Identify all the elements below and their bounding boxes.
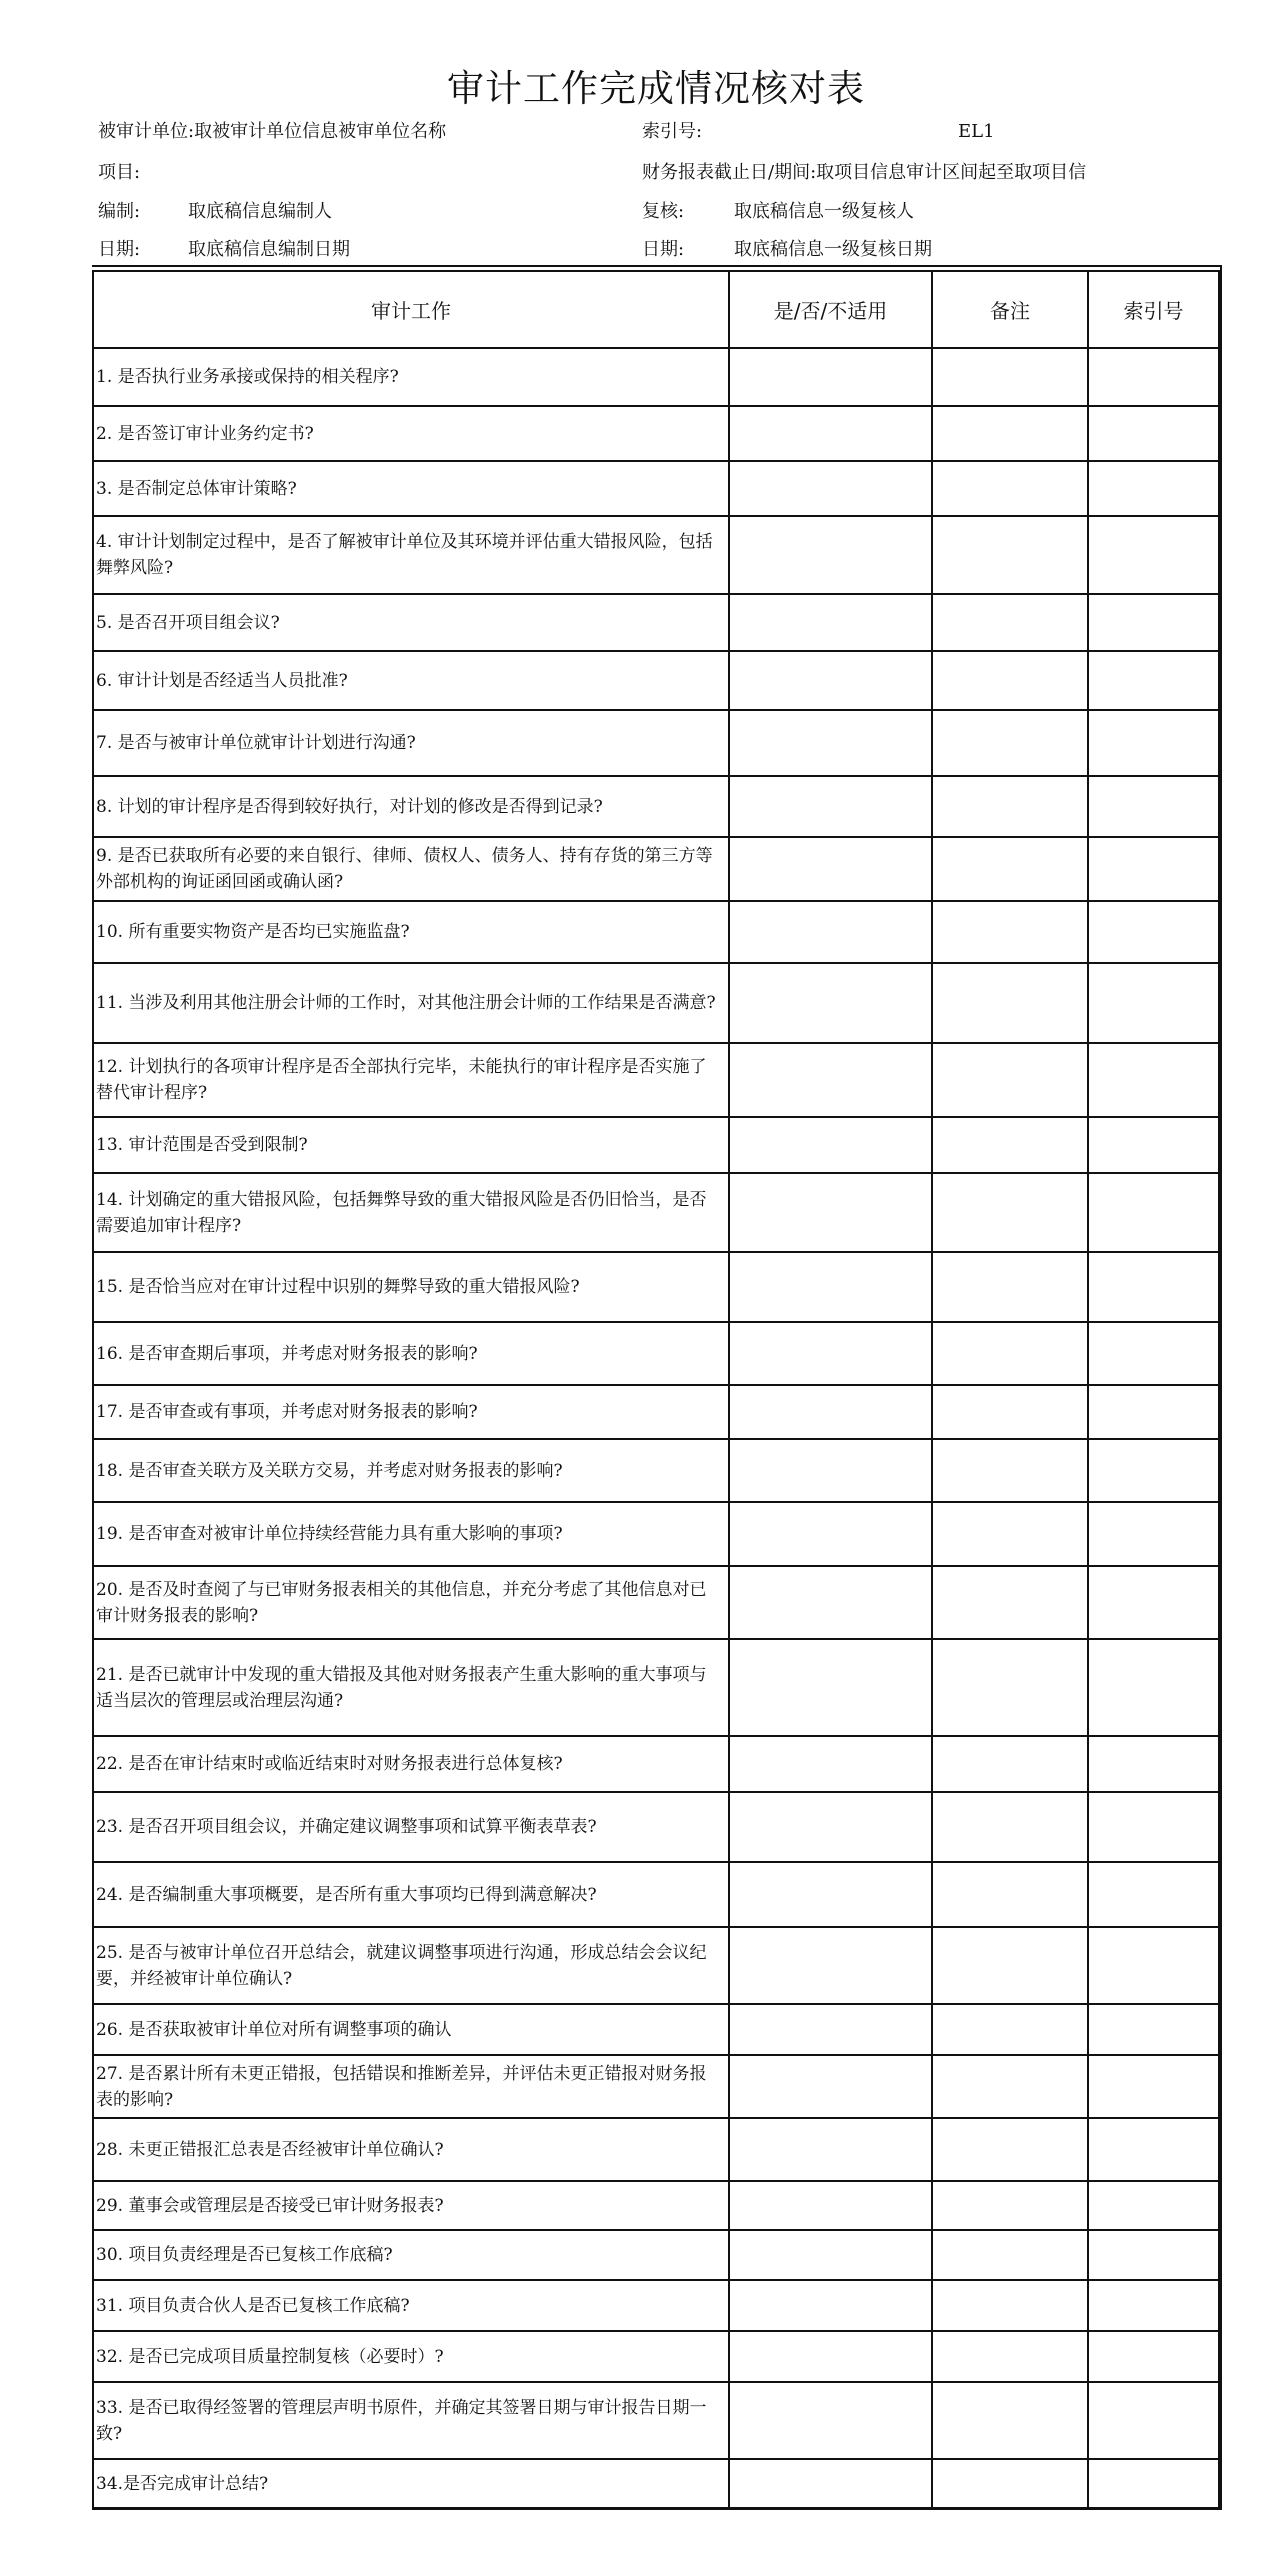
audit-work-cell: 27. 是否累计所有未更正错报，包括错误和推断差异，并评估未更正错报对财务报表的影响? [93,2055,729,2118]
meta-value: 取底稿信息一级复核日期 [734,239,932,260]
audit-work-cell: 32. 是否已完成项目质量控制复核（必要时）? [93,2331,729,2382]
remarks-cell[interactable] [932,2055,1088,2118]
index-no-cell[interactable] [1088,2280,1219,2331]
yes-no-na-cell[interactable] [729,594,932,651]
audit-work-cell: 2. 是否签订审计业务约定书? [93,406,729,461]
index-no-cell[interactable] [1088,2382,1219,2459]
meta-preparer [98,199,332,225]
index-no-cell[interactable] [1088,901,1219,963]
remarks-cell[interactable] [932,2280,1088,2331]
yes-no-na-cell[interactable] [729,461,932,516]
table-row [93,1117,1219,1173]
table-row [93,2118,1219,2181]
meta-review-date [642,237,932,263]
table-row [93,1639,1219,1736]
table-row [93,594,1219,651]
index-no-cell[interactable] [1088,594,1219,651]
remarks-cell[interactable] [932,710,1088,776]
index-no-cell[interactable] [1088,406,1219,461]
audit-work-cell: 14. 计划确定的重大错报风险，包括舞弊导致的重大错报风险是否仍旧恰当，是否需要追加审计程序? [93,1173,729,1252]
table-row [93,2055,1219,2118]
index-no-cell[interactable] [1088,837,1219,901]
remarks-cell[interactable] [932,2382,1088,2459]
yes-no-na-cell[interactable] [729,1502,932,1566]
index-no-cell[interactable] [1088,776,1219,837]
remarks-cell[interactable] [932,1173,1088,1252]
remarks-cell[interactable] [932,776,1088,837]
table-row [93,1927,1219,2004]
yes-no-na-cell[interactable] [729,1252,932,1322]
audit-work-cell: 11. 当涉及利用其他注册会计师的工作时，对其他注册会计师的工作结果是否满意? [93,963,729,1043]
yes-no-na-cell[interactable] [729,1736,932,1792]
remarks-cell[interactable] [932,1322,1088,1385]
table-row [93,710,1219,776]
remarks-cell[interactable] [932,1439,1088,1502]
audit-work-cell: 5. 是否召开项目组会议? [93,594,729,651]
table-row [93,651,1219,710]
meta-value: 取底稿信息一级复核人 [734,201,914,222]
table-row [93,1439,1219,1502]
audit-work-cell: 29. 董事会或管理层是否接受已审计财务报表? [93,2181,729,2230]
index-no-cell[interactable] [1088,1322,1219,1385]
yes-no-na-cell[interactable] [729,2280,932,2331]
remarks-cell[interactable] [932,2181,1088,2230]
audit-work-cell: 22. 是否在审计结束时或临近结束时对财务报表进行总体复核? [93,1736,729,1792]
meta-period [642,160,1086,186]
meta-prepare-date [98,237,350,263]
table-row [93,776,1219,837]
audit-work-cell: 33. 是否已取得经签署的管理层声明书原件，并确定其签署日期与审计报告日期一致? [93,2382,729,2459]
table-row [93,2459,1219,2508]
audit-work-cell: 23. 是否召开项目组会议，并确定建议调整事项和试算平衡表草表? [93,1792,729,1862]
yes-no-na-cell[interactable] [729,963,932,1043]
yes-no-na-cell[interactable] [729,776,932,837]
index-no-cell[interactable] [1088,2230,1219,2280]
audit-work-cell: 31. 项目负责合伙人是否已复核工作底稿? [93,2280,729,2331]
checklist-table-frame [92,265,1222,2510]
table-row [93,2382,1219,2459]
index-no-cell[interactable] [1088,1252,1219,1322]
meta-value: 取底稿信息编制日期 [188,239,350,260]
audit-work-cell: 25. 是否与被审计单位召开总结会，就建议调整事项进行沟通，形成总结会会议纪要，并经被审计单位确认? [93,1927,729,2004]
yes-no-na-cell[interactable] [729,1792,932,1862]
remarks-cell[interactable] [932,837,1088,901]
table-row [93,348,1219,406]
yes-no-na-cell[interactable] [729,2331,932,2382]
remarks-cell[interactable] [932,348,1088,406]
audit-work-cell: 28. 未更正错报汇总表是否经被审计单位确认? [93,2118,729,2181]
table-row [93,461,1219,516]
index-no-cell[interactable] [1088,348,1219,406]
remarks-cell[interactable] [932,1252,1088,1322]
audit-work-cell: 20. 是否及时查阅了与已审财务报表相关的其他信息，并充分考虑了其他信息对已审计财务报表的影响? [93,1566,729,1639]
remarks-cell[interactable] [932,1792,1088,1862]
index-no-cell[interactable] [1088,1736,1219,1792]
yes-no-na-cell[interactable] [729,2459,932,2508]
remarks-cell[interactable] [932,2459,1088,2508]
meta-label: 项目: [98,162,141,183]
index-no-cell[interactable] [1088,2055,1219,2118]
index-no-cell[interactable] [1088,1043,1219,1117]
yes-no-na-cell[interactable] [729,1566,932,1639]
table-row [93,1862,1219,1927]
yes-no-na-cell[interactable] [729,651,932,710]
index-no-cell[interactable] [1088,1927,1219,2004]
column-header-remarks: 备注 [932,271,1088,348]
index-no-cell[interactable] [1088,2004,1219,2055]
table-row [93,1792,1219,1862]
column-header-yes-no-na: 是/否/不适用 [729,271,932,348]
table-header-row [93,271,1219,348]
table-row [93,963,1219,1043]
column-header-index-no: 索引号 [1088,271,1219,348]
table-row [93,1322,1219,1385]
audit-work-cell: 15. 是否恰当应对在审计过程中识别的舞弊导致的重大错报风险? [93,1252,729,1322]
audit-work-cell: 19. 是否审查对被审计单位持续经营能力具有重大影响的事项? [93,1502,729,1566]
audit-work-cell: 13. 审计范围是否受到限制? [93,1117,729,1173]
remarks-cell[interactable] [932,901,1088,963]
remarks-cell[interactable] [932,1117,1088,1173]
meta-reviewer [642,199,914,225]
yes-no-na-cell[interactable] [729,1117,932,1173]
table-row [93,1566,1219,1639]
yes-no-na-cell[interactable] [729,516,932,594]
page-title: 审计工作完成情况核对表 [447,67,865,110]
audit-work-cell: 21. 是否已就审计中发现的重大错报及其他对财务报表产生重大影响的重大事项与适当层次的管理层或治理层沟通? [93,1639,729,1736]
table-row [93,1385,1219,1439]
table-row [93,1173,1219,1252]
remarks-cell[interactable] [932,516,1088,594]
meta-label: 财务报表截止日/期间: [642,162,817,183]
index-no-cell[interactable] [1088,1439,1219,1502]
index-no-cell[interactable] [1088,2118,1219,2181]
index-no-cell[interactable] [1088,651,1219,710]
audit-work-cell: 12. 计划执行的各项审计程序是否全部执行完毕，未能执行的审计程序是否实施了替代审计程序? [93,1043,729,1117]
yes-no-na-cell[interactable] [729,837,932,901]
index-no-cell[interactable] [1088,516,1219,594]
checklist-table [92,270,1220,2509]
remarks-cell[interactable] [932,2118,1088,2181]
table-row [93,901,1219,963]
index-no-cell[interactable] [1088,963,1219,1043]
yes-no-na-cell[interactable] [729,1439,932,1502]
yes-no-na-cell[interactable] [729,1322,932,1385]
table-row [93,2230,1219,2280]
table-row [93,2004,1219,2055]
audit-work-cell: 6. 审计计划是否经适当人员批准? [93,651,729,710]
index-no-cell[interactable] [1088,1639,1219,1736]
yes-no-na-cell[interactable] [729,1385,932,1439]
index-no-cell[interactable] [1088,1862,1219,1927]
meta-value: EL1 [958,121,995,142]
yes-no-na-cell[interactable] [729,1639,932,1736]
remarks-cell[interactable] [932,1043,1088,1117]
yes-no-na-cell[interactable] [729,1173,932,1252]
yes-no-na-cell[interactable] [729,2118,932,2181]
audit-work-cell: 34.是否完成审计总结? [93,2459,729,2508]
remarks-cell[interactable] [932,1862,1088,1927]
remarks-cell[interactable] [932,1639,1088,1736]
meta-index-no [642,119,995,145]
table-row [93,516,1219,594]
audit-work-cell: 17. 是否审查或有事项，并考虑对财务报表的影响? [93,1385,729,1439]
remarks-cell[interactable] [932,594,1088,651]
yes-no-na-cell[interactable] [729,901,932,963]
index-no-cell[interactable] [1088,710,1219,776]
meta-value: 取项目信息审计区间起至取项目信 [816,162,1087,183]
index-no-cell[interactable] [1088,2459,1219,2508]
table-row [93,1043,1219,1117]
table-row [93,2181,1219,2230]
yes-no-na-cell[interactable] [729,2055,932,2118]
table-row [93,406,1219,461]
audit-work-cell: 7. 是否与被审计单位就审计计划进行沟通? [93,710,729,776]
meta-label: 索引号: [642,121,703,142]
remarks-cell[interactable] [932,651,1088,710]
meta-value: 取底稿信息编制人 [188,201,332,222]
yes-no-na-cell[interactable] [729,1862,932,1927]
table-row [93,2280,1219,2331]
audit-work-cell: 4. 审计计划制定过程中，是否了解被审计单位及其环境并评估重大错报风险，包括舞弊风险? [93,516,729,594]
remarks-cell[interactable] [932,1385,1088,1439]
meta-label: 日期: [642,239,685,260]
meta-project [98,160,140,186]
audit-work-cell: 1. 是否执行业务承接或保持的相关程序? [93,348,729,406]
audit-work-cell: 10. 所有重要实物资产是否均已实施监盘? [93,901,729,963]
audit-work-cell: 8. 计划的审计程序是否得到较好执行，对计划的修改是否得到记录? [93,776,729,837]
table-row [93,1252,1219,1322]
remarks-cell[interactable] [932,1502,1088,1566]
table-row [93,837,1219,901]
yes-no-na-cell[interactable] [729,2004,932,2055]
audit-work-cell: 24. 是否编制重大事项概要，是否所有重大事项均已得到满意解决? [93,1862,729,1927]
meta-audited-unit [98,119,446,145]
yes-no-na-cell[interactable] [729,406,932,461]
table-row [93,1502,1219,1566]
meta-label: 复核: [642,201,685,222]
index-no-cell[interactable] [1088,1117,1219,1173]
remarks-cell[interactable] [932,1927,1088,2004]
meta-label: 日期: [98,239,141,260]
table-row [93,1736,1219,1792]
index-no-cell[interactable] [1088,461,1219,516]
audit-work-cell: 9. 是否已获取所有必要的来自银行、律师、债权人、债务人、持有存货的第三方等外部机构的询证函回函或确认函? [93,837,729,901]
audit-work-cell: 16. 是否审查期后事项，并考虑对财务报表的影响? [93,1322,729,1385]
meta-value: 取被审计单位信息被审单位名称 [194,121,447,142]
yes-no-na-cell[interactable] [729,710,932,776]
remarks-cell[interactable] [932,406,1088,461]
yes-no-na-cell[interactable] [729,1927,932,2004]
yes-no-na-cell[interactable] [729,348,932,406]
yes-no-na-cell[interactable] [729,2230,932,2280]
index-no-cell[interactable] [1088,1385,1219,1439]
remarks-cell[interactable] [932,963,1088,1043]
yes-no-na-cell[interactable] [729,2181,932,2230]
index-no-cell[interactable] [1088,2181,1219,2230]
remarks-cell[interactable] [932,2230,1088,2280]
index-no-cell[interactable] [1088,1502,1219,1566]
audit-work-cell: 30. 项目负责经理是否已复核工作底稿? [93,2230,729,2280]
remarks-cell[interactable] [932,2331,1088,2382]
index-no-cell[interactable] [1088,1792,1219,1862]
index-no-cell[interactable] [1088,2331,1219,2382]
meta-label: 被审计单位: [98,121,195,142]
audit-work-cell: 18. 是否审查关联方及关联方交易，并考虑对财务报表的影响? [93,1439,729,1502]
remarks-cell[interactable] [932,461,1088,516]
column-header-audit-work: 审计工作 [93,271,729,348]
remarks-cell[interactable] [932,1736,1088,1792]
index-no-cell[interactable] [1088,1173,1219,1252]
meta-label: 编制: [98,201,141,222]
remarks-cell[interactable] [932,2004,1088,2055]
yes-no-na-cell[interactable] [729,2382,932,2459]
index-no-cell[interactable] [1088,1566,1219,1639]
table-row [93,2331,1219,2382]
yes-no-na-cell[interactable] [729,1043,932,1117]
remarks-cell[interactable] [932,1566,1088,1639]
audit-work-cell: 26. 是否获取被审计单位对所有调整事项的确认 [93,2004,729,2055]
audit-work-cell: 3. 是否制定总体审计策略? [93,461,729,516]
